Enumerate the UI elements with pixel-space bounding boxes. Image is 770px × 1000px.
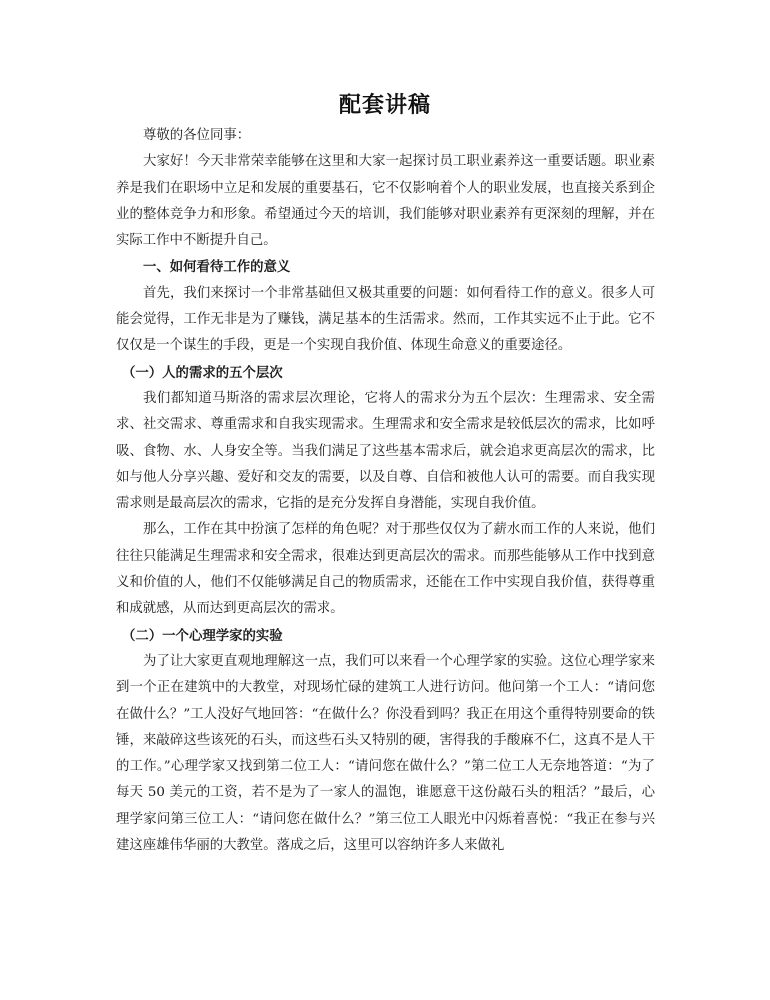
intro-paragraph: 大家好！今天非常荣幸能够在这里和大家一起探讨员工职业素养这一重要话题。职业素养是我们在职场中立足和发展的重要基石，它不仅影响着个人的职业发展，也直接关系到企业的整体竞争力和形象。希望通过今天的培训，我们能够对职业素养有更深刻的理解，并在实际工作中不断提升自己。 — [116, 154, 655, 249]
subsection-paragraph-maslow: 我们都知道马斯洛的需求层次理论，它将人的需求分为五个层次：生理需求、安全需求、社交需求、尊重需求和自我实现需求。生理需求和安全需求是较低层次的需求，比如呼吸、食物、水、人身安全等。当我们满足了这些基本需求后，就会追求更高层次的需求，比如与他人分享兴趣、爱好和交友的需要，以及自尊、自信和被他人认可的需要。而自我实现需求则是最高层次的需求，它指的是充分发挥自身潜能，实现自我价值。 — [116, 390, 655, 512]
subsection-paragraph-role-of-work: 那么，工作在其中扮演了怎样的角色呢？对于那些仅仅为了薪水而工作的人来说，他们往往只能满足生理需求和安全需求，很难达到更高层次的需求。而那些能够从工作中找到意义和价值的人，他们不仅能够满足自己的物质需求，还能在工作中实现自我价值，获得尊重和成就感，从而达到更高层次的需求。 — [116, 522, 655, 617]
subsection-heading-five-levels: （一）人的需求的五个层次 — [122, 364, 283, 381]
section-heading-meaning-of-work: 一、如何看待工作的意义 — [143, 259, 291, 276]
document-body — [116, 123, 655, 859]
subsection-paragraph-experiment: 为了让大家更直观地理解这一点，我们可以来看一个心理学家的实验。这位心理学家来到一个正在建筑中的大教堂，对现场忙碌的建筑工人进行访问。他问第一个工人：“请问您在做什么？”工人没好气地回答：“在做什么？你没看到吗？我正在用这个重得特别要命的铁锤，来敲碎这些该死的石头，而这些石头又特别的硬，害得我的手酸麻不仁，这真不是人干的工作。”心理学家又找到第二位工人：“请问您在做什么？”第二位工人无奈地答道：“为了每天 50 美元的工资，若不是为了一家人的温饱，谁愿意干这份敲石头的粗活？”最后，心理学家问第三位工人：“请问您在做什么？”第三位工人眼光中闪烁着喜悦：“我正在参与兴建这座雄伟华丽的大教堂。落成之后，这里可以容纳许多人来做礼 — [116, 653, 655, 854]
subsection-heading-experiment: （二）一个心理学家的实验 — [122, 627, 283, 644]
page-title: 配套讲稿 — [338, 92, 431, 118]
section-paragraph-meaning-of-work: 首先，我们来探讨一个非常基础但又极其重要的问题：如何看待工作的意义。很多人可能会觉得，工作无非是为了赚钱，满足基本的生活需求。然而，工作其实远不止于此。它不仅仅是一个谋生的手段，更是一个实现自我价值、体现生命意义的重要途径。 — [116, 285, 655, 354]
salutation: 尊敬的各位同事： — [143, 128, 251, 143]
